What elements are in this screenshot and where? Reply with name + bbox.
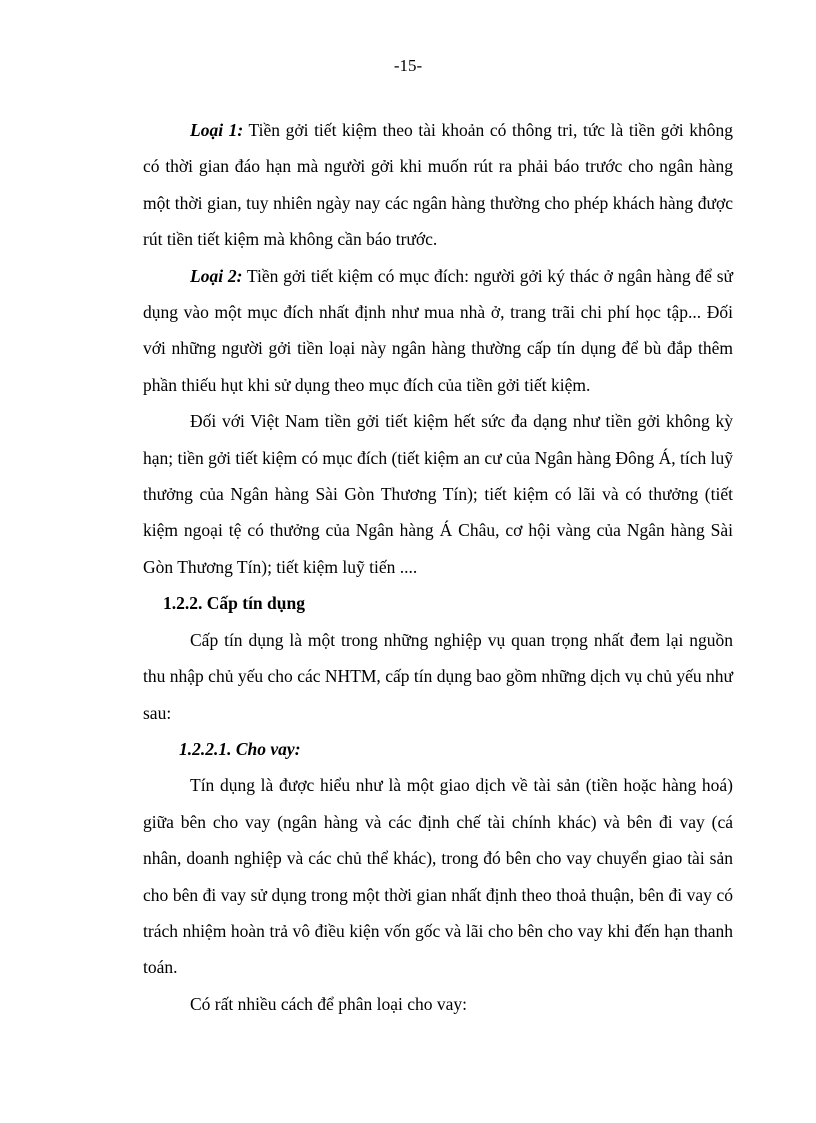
section-intro-paragraph: Cấp tín dụng là một trong những nghiệp vụ quan trọng nhất đem lại nguồn thu nhập chủ yếu cho các NHTM, cấp tín dụng bao gồm những dịch vụ chủ yếu như sau: (143, 629, 733, 723)
document-body (143, 112, 733, 1022)
paragraph-loai-2 (143, 258, 733, 404)
paragraph-text: Tiền gởi tiết kiệm theo tài khoản có thông tri, tức là tiền gởi không có thời gian đáo hạn mà người gởi khi muốn rút ra phải báo trước cho ngân hàng một thời gian, tuy nhiên ngày nay các ngân hàng thường cho phép khách hàng được rút tiền tiết kiệm mà không cần báo trước. (143, 120, 733, 250)
paragraph-loan-classification: Có rất nhiều cách để phân loại cho vay: (190, 993, 467, 1014)
section-heading-1-2-2-1: 1.2.2.1. Cho vay: (179, 738, 301, 759)
paragraph-credit-definition: Tín dụng là được hiểu như là một giao dịch về tài sản (tiền hoặc hàng hoá) giữa bên cho vay (ngân hàng và các định chế tài chính khác) và bên đi vay (cá nhân, doanh nghiệp và các chủ thể khác), trong đó bên cho vay chuyển giao tài sản cho bên đi vay sử dụng trong một thời gian nhất định theo thoả thuận, bên đi vay có trách nhiệm hoàn trả vô điều kiện vốn gốc và lãi cho bên cho vay khi đến hạn thanh toán. (143, 775, 733, 978)
section-heading-1-2-2: 1.2.2. Cấp tín dụng (163, 593, 305, 614)
page-number: -15- (393, 56, 423, 75)
paragraph-text: Tiền gởi tiết kiệm có mục đích: người gởi ký thác ở ngân hàng để sử dụng vào một mục đích nhất định như mua nhà ở, trang trãi chi phí học tập... Đối với những người gởi tiền loại này ngân hàng thường cấp tín dụng để bù đắp thêm phần thiếu hụt khi sử dụng theo mục đích của tiền gởi tiết kiệm. (143, 265, 733, 395)
paragraph-vietnam-savings: Đối với Việt Nam tiền gởi tiết kiệm hết sức đa dạng như tiền gởi không kỳ hạn; tiền gởi tiết kiệm có mục đích (tiết kiệm an cư của Ngân hàng Đông Á, tích luỹ thưởng của Ngân hàng Sài Gòn Thương Tín); tiết kiệm có lãi và có thưởng (tiết kiệm ngoại tệ có thưởng của Ngân hàng Á Châu, cơ hội vàng của Ngân hàng Sài Gòn Thương Tín); tiết kiệm luỹ tiến .... (143, 411, 733, 577)
paragraph-loai-1 (143, 112, 733, 258)
paragraph-lead: Loại 1: (190, 120, 244, 140)
paragraph-lead: Loại 2: (190, 265, 243, 286)
